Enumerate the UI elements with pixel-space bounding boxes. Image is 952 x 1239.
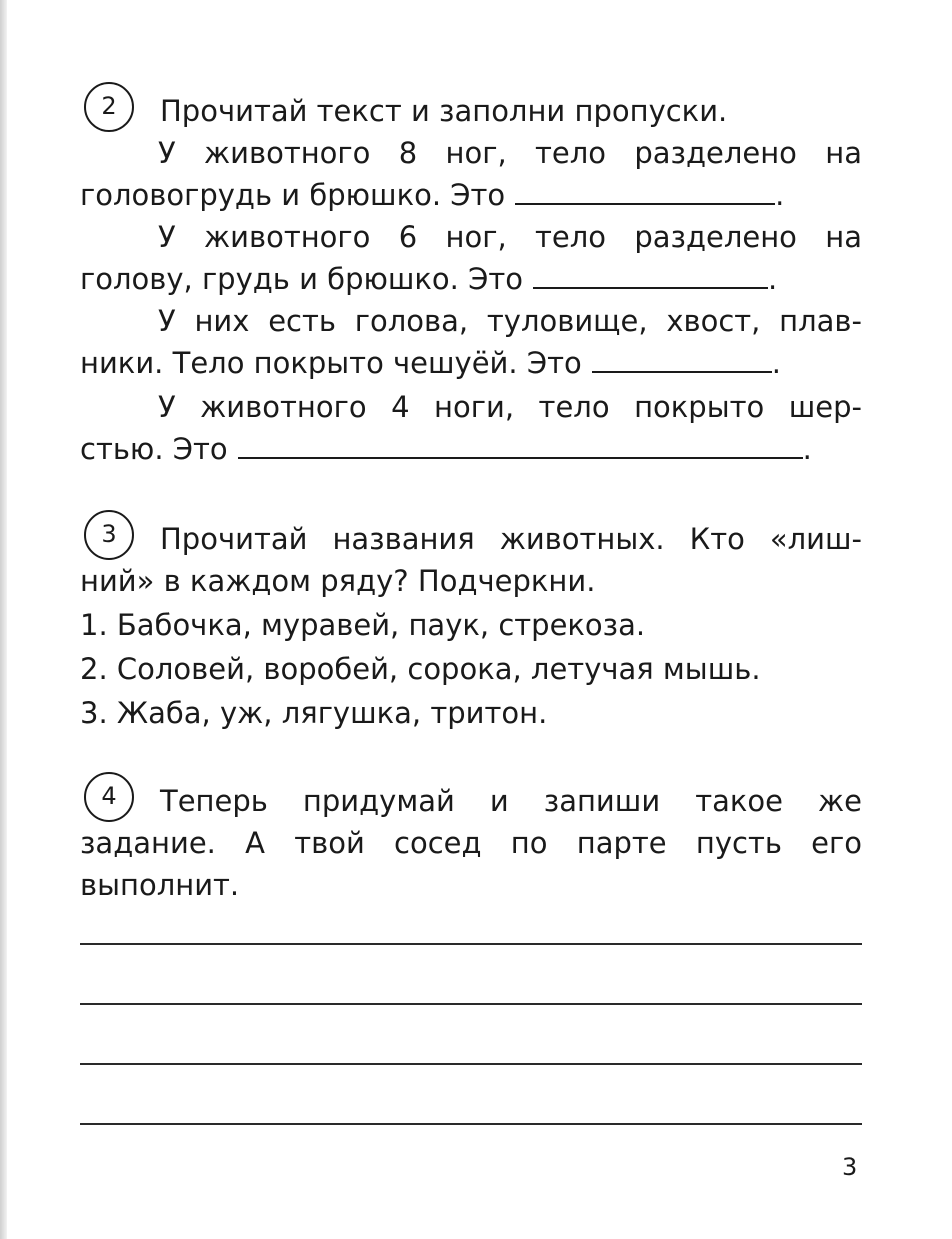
task-2-paragraph-4-line-2 [80, 428, 862, 470]
task-2-paragraph-3-text: ники. Тело покрыто чешуёй. Это [80, 346, 582, 380]
answer-blank-2[interactable] [533, 259, 768, 289]
task-2-number-badge: 2 [84, 82, 134, 132]
answer-blank-3[interactable] [592, 343, 772, 373]
task-2-paragraph-4-text: стью. Это [80, 432, 228, 466]
task-2-paragraph-2-text: голову, грудь и брюшко. Это [80, 262, 524, 296]
task-3-instruction-line-1: Прочитай названия животных. Кто «лиш- [160, 522, 862, 556]
page-edge-shadow [0, 0, 7, 1239]
period: . [802, 432, 812, 466]
task-3-instruction-line-2: ний» в каждом ряду? Подчеркни. [80, 564, 596, 598]
task-4-instruction-line-3: выполнит. [80, 868, 240, 902]
task-2-paragraph-3-line-2 [80, 342, 862, 384]
answer-blank-4[interactable] [238, 429, 803, 459]
writing-line-1[interactable] [80, 943, 862, 945]
period: . [775, 178, 785, 212]
task-2-instruction: Прочитай текст и заполни пропуски. [160, 94, 728, 128]
task-2-paragraph-1-line-1: У животного 8 ног, тело разделено на [158, 136, 862, 170]
period: . [768, 262, 778, 296]
task-3-row-2[interactable]: 2. Соловей, воробей, сорока, летучая мышь. [80, 652, 761, 686]
task-2-paragraph-2-line-2 [80, 258, 862, 300]
task-2-paragraph-1-line-2 [80, 174, 862, 216]
task-2-paragraph-3-line-1: У них есть голова, туловище, хвост, плав- [158, 304, 862, 338]
task-4-instruction-line-2: задание. А твой сосед по парте пусть его [80, 826, 862, 860]
task-4-instruction-line-1: Теперь придумай и запиши такое же [160, 784, 862, 818]
task-3-row-3[interactable]: 3. Жаба, уж, лягушка, тритон. [80, 696, 548, 730]
task-3-row-1[interactable]: 1. Бабочка, муравей, паук, стрекоза. [80, 608, 646, 642]
task-2-paragraph-4-line-1: У животного 4 ноги, тело покрыто шер- [158, 390, 862, 424]
writing-line-2[interactable] [80, 1003, 862, 1005]
writing-line-4[interactable] [80, 1123, 862, 1125]
task-2-paragraph-1-text: головогрудь и брюшко. Это [80, 178, 506, 212]
answer-blank-1[interactable] [515, 175, 775, 205]
page-number: 3 [842, 1153, 858, 1181]
writing-line-3[interactable] [80, 1063, 862, 1065]
period: . [771, 346, 781, 380]
task-4-number-badge: 4 [84, 772, 134, 822]
task-3-number-badge: 3 [84, 510, 134, 560]
task-2-paragraph-2-line-1: У животного 6 ног, тело разделено на [158, 220, 862, 254]
